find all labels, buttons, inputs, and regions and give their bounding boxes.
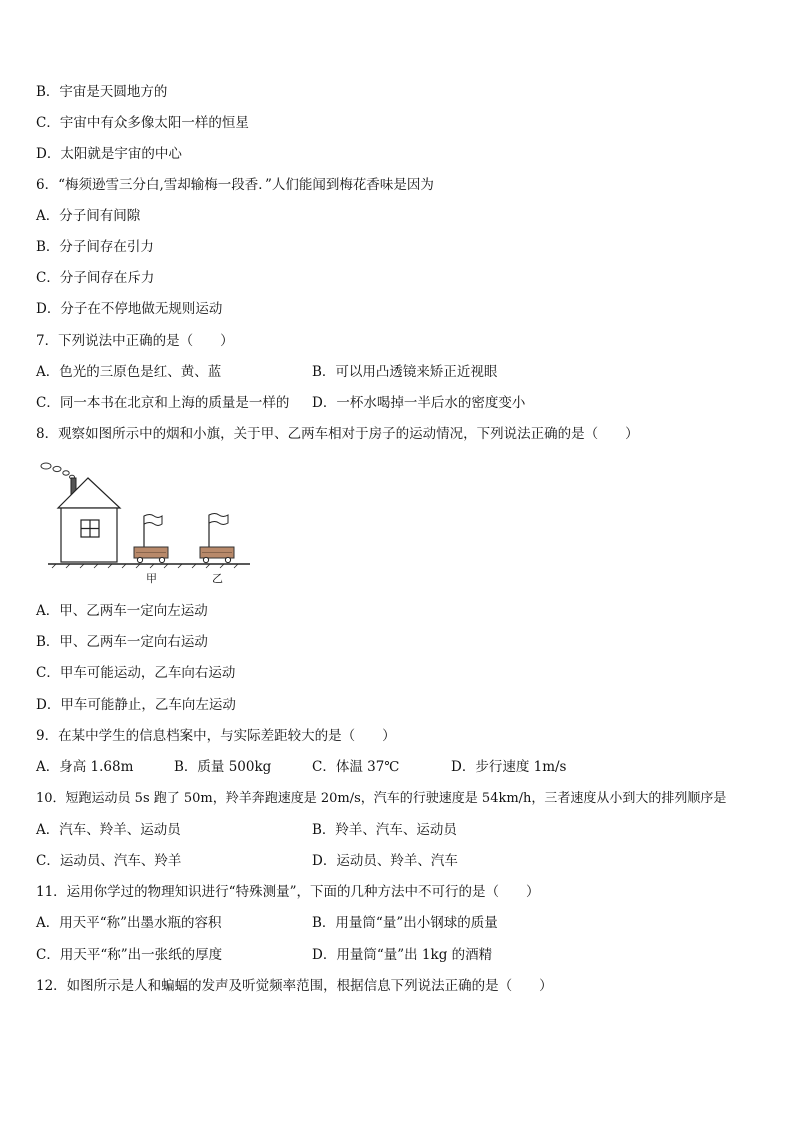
q8-option-d: D．甲车可能静止，乙车向左运动 (36, 697, 236, 713)
q5-option-b: B．宇宙是天圆地方的 (36, 84, 168, 100)
q10-option-b: B．羚羊、汽车、运动员 (312, 822, 457, 838)
q7-option-a: A．色光的三原色是红、黄、蓝 (36, 364, 222, 380)
q5-option-d: D．太阳就是宇宙的中心 (36, 146, 182, 162)
q11-option-a: A．用天平“称”出墨水瓶的容积 (36, 915, 222, 931)
cart-yi-icon (200, 514, 234, 563)
q6-stem: 6．“梅须逊雪三分白,雪却输梅一段香．”人们能闻到梅花香味是因为 (36, 177, 434, 193)
q11-option-b: B．用量筒“量”出小钢球的质量 (312, 915, 498, 931)
q9-stem: 9．在某中学生的信息档案中，与实际差距较大的是（ ） (36, 728, 396, 744)
q7-option-c: C．同一本书在北京和上海的质量是一样的 (36, 395, 290, 411)
q8-stem: 8．观察如图所示中的烟和小旗，关于甲、乙两车相对于房子的运动情况，下列说法正确的是（ ） (36, 426, 639, 442)
q5-option-c: C．宇宙中有众多像太阳一样的恒星 (36, 115, 249, 131)
q10-option-c: C．运动员、汽车、羚羊 (36, 853, 182, 869)
q6-option-d: D．分子在不停地做无规则运动 (36, 301, 223, 317)
cart-jia-icon (134, 515, 168, 563)
q7-option-b: B．可以用凸透镜来矫正近视眼 (312, 364, 498, 380)
q10-option-a: A．汽车、羚羊、运动员 (36, 822, 181, 838)
q9-option-b: B．质量 500kg (174, 759, 272, 775)
q8-option-c: C．甲车可能运动，乙车向右运动 (36, 665, 236, 681)
q10-option-d: D．运动员、羚羊、汽车 (312, 853, 458, 869)
smoke-icon (41, 463, 75, 479)
q12-stem: 12．如图所示是人和蝙蝠的发声及听觉频率范围，根据信息下列说法正确的是（ ） (36, 978, 553, 994)
q11-stem: 11．运用你学过的物理知识进行“特殊测量”，下面的几种方法中不可行的是（ ） (36, 884, 540, 900)
q8-option-b: B．甲、乙两车一定向右运动 (36, 634, 208, 650)
q8-option-a: A．甲、乙两车一定向左运动 (36, 603, 208, 619)
q9-option-d: D．步行速度 1m/s (451, 759, 567, 775)
label-jia: 甲 (146, 572, 157, 585)
label-yi: 乙 (212, 572, 223, 585)
q6-option-a: A．分子间有间隙 (36, 208, 141, 224)
q9-option-c: C．体温 37℃ (312, 759, 400, 775)
figure-drawing (36, 458, 252, 588)
house-icon (58, 478, 120, 562)
q11-option-d: D．用量筒“量”出 1kg 的酒精 (312, 947, 493, 963)
q11-option-c: C．用天平“称”出一张纸的厚度 (36, 947, 223, 963)
q6-option-b: B．分子间存在引力 (36, 239, 154, 255)
q10-stem: 10．短跑运动员 5s 跑了 50m，羚羊奔跑速度是 20m/s，汽车的行驶速度是 54km/h，三者速度从小到大的排列顺序是 (36, 791, 727, 806)
q7-option-d: D．一杯水喝掉一半后水的密度变小 (312, 395, 526, 411)
q9-option-a: A．身高 1.68m (36, 759, 134, 775)
ground-icon (48, 564, 250, 568)
house-and-carts-figure (36, 458, 252, 588)
q6-option-c: C．分子间存在斥力 (36, 270, 155, 286)
q7-stem: 7．下列说法中正确的是（ ） (36, 333, 234, 349)
